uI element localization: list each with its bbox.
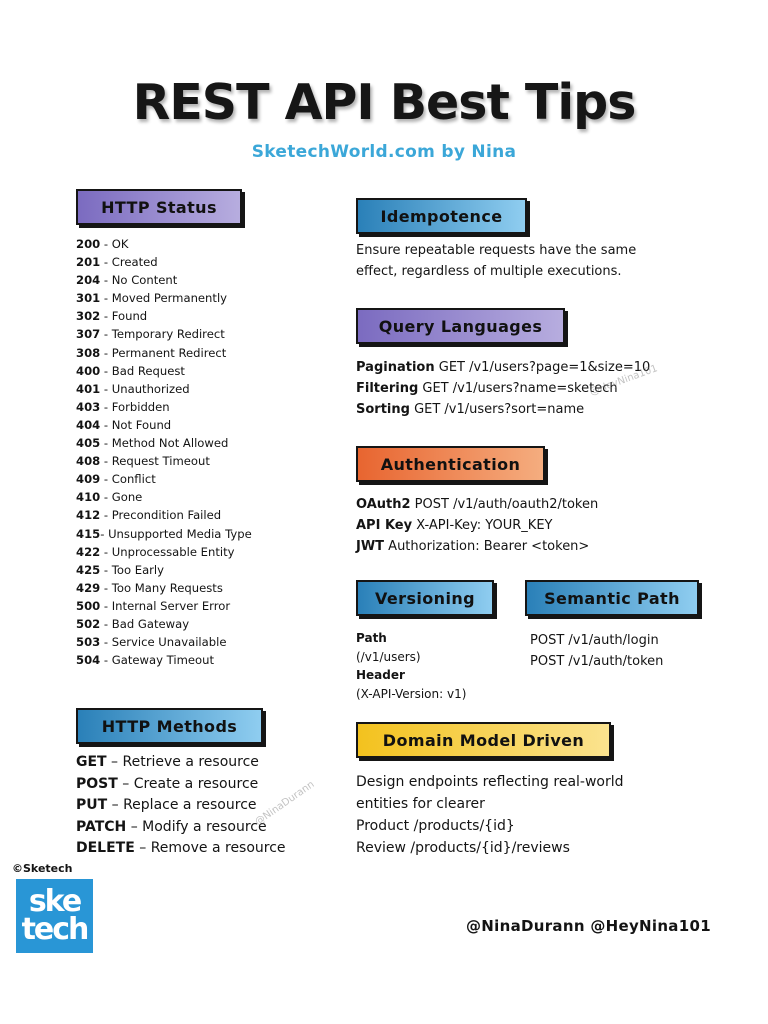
status-item [76,235,252,253]
subtitle: SketechWorld.com by Nina [251,142,517,162]
domain-model-line: Review /products/{id}/reviews [356,840,570,856]
idempotence-text [356,240,636,282]
domain-model-header: Domain Model Driven [356,722,611,758]
status-desc: - Service Unavailable [100,635,227,650]
auth-value: X-API-Key: YOUR_KEY [412,518,553,533]
status-code: 425 [76,562,101,577]
status-item [76,579,252,597]
status-code: 409 [76,472,101,487]
method-desc: – Replace a resource [107,797,257,813]
social-handles: @NinaDurann @HeyNina101 [466,917,711,935]
status-item [76,561,252,579]
status-desc: - OK [100,237,129,251]
status-desc: - Too Many Requests [100,580,223,595]
status-item [76,651,252,669]
status-code: 412 [76,508,101,523]
status-code: 408 [76,454,101,469]
versioning-header-value: (X-API-Version: v1) [356,686,467,701]
query-item [356,399,650,420]
method-desc: – Remove a resource [134,840,286,856]
status-item [76,597,252,615]
status-code: 504 [76,653,101,668]
domain-model-text [356,771,624,859]
semantic-path-header: Semantic Path [525,580,699,616]
status-code: 307 [76,327,101,342]
idempotence-header: Idempotence [356,198,527,234]
auth-value: POST /v1/auth/oauth2/token [410,497,599,512]
method-desc: – Retrieve a resource [106,754,259,770]
sketech-logo [16,879,93,953]
status-desc: - Bad Request [100,363,185,378]
status-code: 401 [76,381,101,396]
status-item [76,470,252,488]
status-item [76,506,252,524]
domain-model-line: Product /products/{id} [356,818,515,834]
watermark-heynina: @HeyNina101 [588,363,660,398]
query-label: Sorting [356,402,410,417]
semantic-path-line: POST /v1/auth/login [530,633,659,648]
versioning-header: Versioning [356,580,494,616]
status-desc: - Too Early [100,562,165,577]
status-code: 302 [76,309,101,324]
method-item [76,752,286,774]
versioning-header-label: Header [356,668,405,682]
status-item [76,615,252,633]
status-desc: - Method Not Allowed [100,436,229,451]
query-item [356,357,650,378]
status-desc: - Unprocessable Entity [100,544,235,559]
status-item [76,325,252,343]
auth-item [356,515,598,536]
auth-item [356,494,598,515]
idempotence-line: Ensure repeatable requests have the same [356,243,637,258]
status-desc: - Gone [100,490,143,505]
method-name: DELETE [76,840,135,856]
status-code: 500 [76,598,101,613]
auth-label: OAuth2 [356,497,411,512]
domain-model-line: entities for clearer [356,796,485,812]
status-item [76,525,252,543]
status-desc: - Created [100,255,158,270]
status-code: 429 [76,580,101,595]
idempotence-line: effect, regardless of multiple executions. [356,264,622,279]
status-code: 503 [76,635,101,650]
method-name: PUT [76,797,108,813]
status-code: 201 [76,255,101,270]
versioning-text [356,629,466,703]
status-desc: - Unauthorized [100,381,190,396]
status-item [76,488,252,506]
method-name: POST [76,775,118,792]
watermark-ninadurann: @NinaDurann [253,779,317,828]
status-desc: - Moved Permanently [100,291,228,306]
semantic-path-line: POST /v1/auth/token [530,654,664,669]
status-code: 200 [76,237,101,251]
status-code: 405 [76,436,101,451]
status-code: 404 [76,417,101,432]
status-desc: - Temporary Redirect [100,327,225,342]
status-code: 400 [76,363,101,378]
versioning-path-label: Path [356,631,387,645]
logo-text-top: ske [28,884,81,919]
status-item [76,633,252,651]
method-desc: – Create a resource [117,775,259,792]
query-label: Pagination [356,360,435,375]
status-code: 308 [76,345,101,360]
status-item [76,452,252,470]
auth-label: JWT [356,539,385,554]
semantic-path-text [530,630,663,672]
http-status-list [76,235,252,669]
status-desc: - Found [100,309,148,324]
status-item [76,289,252,307]
method-name: GET [76,754,107,770]
http-status-header: HTTP Status [76,189,242,225]
status-desc: - Precondition Failed [100,508,222,523]
query-value: GET /v1/users?name=sketech [418,381,618,396]
query-languages-header: Query Languages [356,308,565,344]
status-code: 204 [76,273,101,288]
auth-label: API Key [356,518,413,533]
status-desc: - Internal Server Error [100,598,231,613]
status-item [76,344,252,362]
status-code: 403 [76,399,101,414]
status-item [76,362,252,380]
copyright: ©Sketech [12,862,73,875]
status-item [76,398,252,416]
status-item [76,416,252,434]
method-item [76,838,286,860]
status-code: 415 [76,526,101,541]
http-methods-header: HTTP Methods [76,708,263,744]
status-desc: - Bad Gateway [100,616,190,631]
query-value: GET /v1/users?page=1&size=10 [434,360,651,375]
status-item [76,253,252,271]
page-title: REST API Best Tips [132,74,636,131]
authentication-header: Authentication [356,446,545,482]
domain-model-line: Design endpoints reflecting real-world [356,774,624,790]
authentication-list [356,494,598,557]
status-item [76,543,252,561]
status-desc: - Forbidden [100,399,170,414]
auth-item [356,536,598,557]
status-desc: - No Content [100,273,178,288]
http-methods-list [76,752,286,860]
query-label: Filtering [356,381,419,396]
logo-text-bottom: tech [21,912,88,947]
status-desc: - Not Found [100,417,172,432]
status-desc: - Unsupported Media Type [100,526,252,541]
status-item [76,434,252,452]
status-desc: - Permanent Redirect [100,345,227,360]
status-code: 422 [76,544,101,559]
method-name: PATCH [76,818,127,835]
status-desc: - Conflict [100,472,156,487]
status-item [76,307,252,325]
method-desc: – Modify a resource [126,818,267,835]
status-code: 301 [76,291,101,306]
status-code: 410 [76,490,101,505]
method-item [76,774,286,796]
status-code: 502 [76,616,101,631]
versioning-path-value: (/v1/users) [356,649,421,664]
status-desc: - Request Timeout [100,454,210,469]
status-item [76,271,252,289]
method-item [76,795,286,817]
status-item [76,380,252,398]
query-value: GET /v1/users?sort=name [409,402,585,417]
status-desc: - Gateway Timeout [100,653,215,668]
auth-value: Authorization: Bearer <token> [384,539,590,554]
